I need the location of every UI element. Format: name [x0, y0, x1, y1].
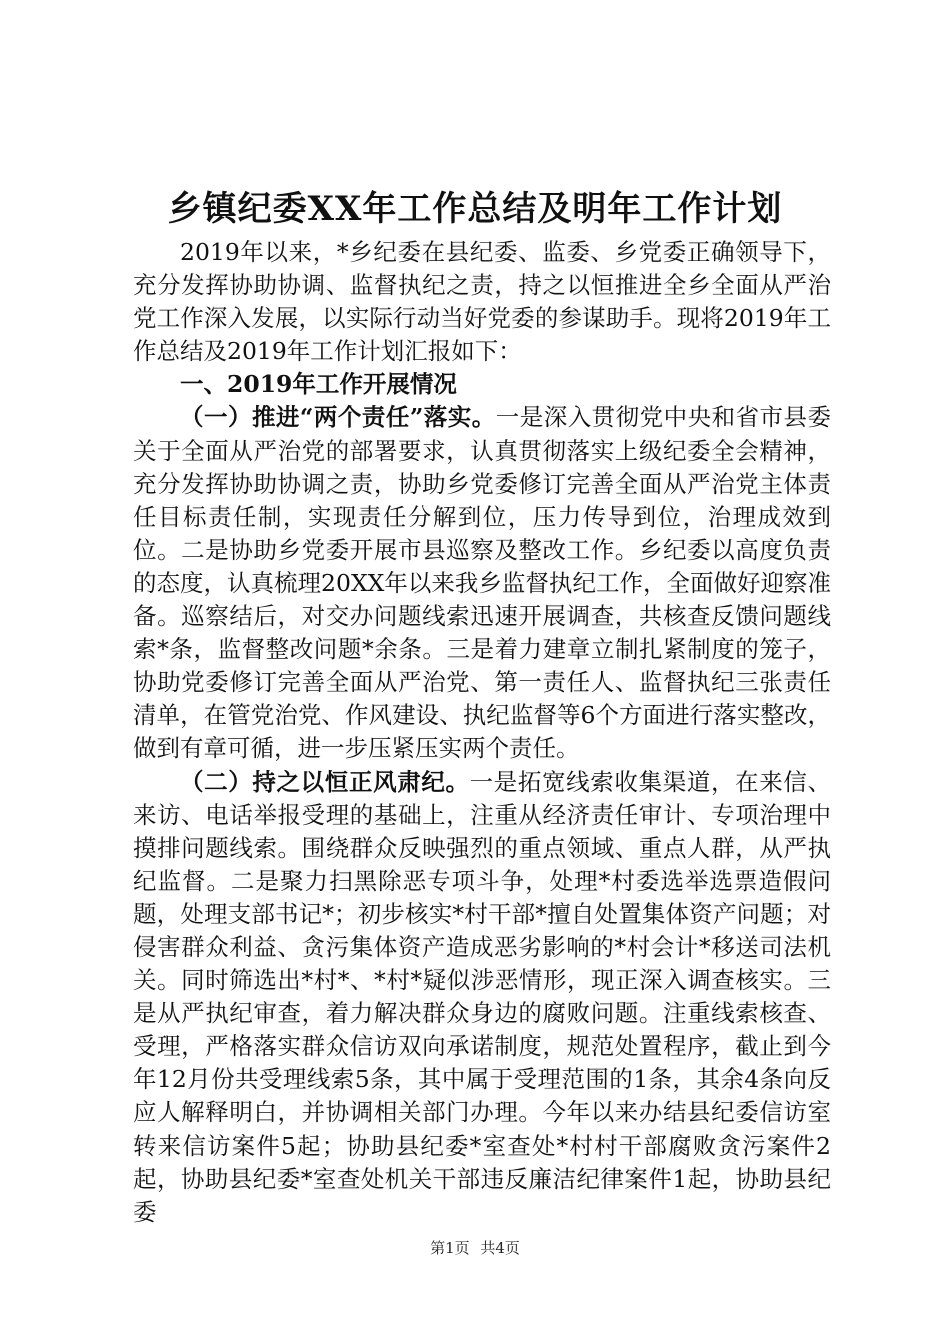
paragraph-responsibility — [133, 401, 831, 765]
subheading-discipline: （二）持之以恒正风肃纪。 — [180, 767, 470, 796]
section-heading: 一、2019年工作开展情况 — [180, 370, 457, 399]
page-number: 第1页 — [430, 1239, 470, 1257]
subheading-responsibility: （一）推进“两个责任”落实。 — [180, 403, 496, 432]
document-title: 乡镇纪委XX年工作总结及明年工作计划 — [167, 189, 783, 229]
intro-paragraph: 2019年以来，*乡纪委在县纪委、监委、乡党委正确领导下，充分发挥协助协调、监督执纪之责，持之以恒推进全乡全面从严治党工作深入发展，以实际行动当好党委的参谋助手。现将2019年工作总结及2019年工作计划汇报如下： — [133, 238, 831, 366]
paragraph-responsibility-body: 一是深入贯彻党中央和省市县委关于全面从严治党的部署要求，认真贯彻落实上级纪委全会精神，充分发挥协助协调之责，协助乡党委修订完善全面从严治党主体责任目标责任制，实现责任分解到位，压力传导到位，治理成效到位。二是协助乡党委开展市县巡察及整改工作。乡纪委以高度负责的态度，认真梳理20XX年以来我乡监督执纪工作，全面做好迎察准备。巡察结后，对交办问题线索迅速开展调查，共核查反馈问题线索*条，监督整改问题*余条。三是着力建章立制扎紧制度的笼子，协助党委修订完善全面从严治党、第一责任人、监督执纪三张责任清单，在管党治党、作风建设、执纪监督等6个方面进行落实整改，做到有章可循，进一步压紧压实两个责任。 — [133, 403, 832, 763]
page-total: 共4页 — [480, 1239, 520, 1257]
document-body — [133, 236, 831, 1229]
paragraph-discipline-body: 一是拓宽线索收集渠道，在来信、来访、电话举报受理的基础上，注重从经济责任审计、专项治理中摸排问题线索。围绕群众反映强烈的重点领域、重点人群，从严执纪监督。二是聚力扫黑除恶专项斗争，处理*村委选举选票造假问题，处理支部书记*；初步核实*村干部*擅自处置集体资产问题；对侵害群众利益、贪污集体资产造成恶劣影响的*村会计*移送司法机关。同时筛选出*村*、*村*疑似涉恶情形，现正深入调查核实。三是从严执纪审查，着力解决群众身边的腐败问题。注重线索核查、受理，严格落实群众信访双向承诺制度，规范处置程序，截止到今年12月份共受理线索5条，其中属于受理范围的1条，其余4条向反应人解释明白，并协调相关部门办理。今年以来办结县纪委信访室转来信访案件5起；协助县纪委*室查处*村村干部腐败贪污案件2起，协助县纪委*室查处机关干部违反廉洁纪律案件1起，协助县纪委 — [133, 767, 832, 1226]
paragraph-discipline — [133, 766, 831, 1229]
page-footer — [0, 1238, 950, 1258]
